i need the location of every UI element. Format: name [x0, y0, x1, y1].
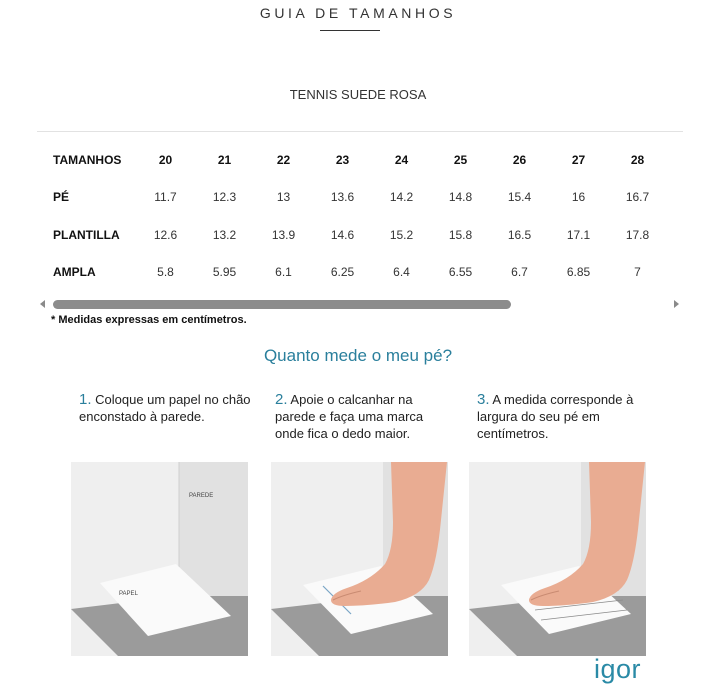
table-cell: 12.3: [212, 190, 237, 205]
table-cell: 13.2: [212, 227, 237, 242]
table-cell: 12.6: [153, 227, 178, 242]
table-cell: 6.7: [511, 265, 528, 280]
size-cell: 25: [453, 152, 468, 167]
table-cell: 13.6: [330, 190, 355, 205]
step-number: 2.: [275, 391, 288, 408]
size-table: [37, 141, 667, 291]
title-underline: [320, 30, 380, 31]
illustration-paper-on-floor: [71, 462, 248, 656]
step-number: 1.: [79, 391, 92, 408]
table-cell: 13: [276, 190, 291, 205]
table-cell: 13.9: [271, 227, 296, 242]
size-cell: 23: [335, 152, 350, 167]
table-cell: 11.7: [154, 190, 177, 205]
table-divider: [37, 131, 683, 132]
table-cell: 14.2: [389, 190, 414, 205]
size-cell: 28: [630, 152, 645, 167]
size-cell: 22: [276, 152, 291, 167]
row-label: TAMANHOS: [53, 152, 122, 167]
size-cell: 20: [158, 152, 173, 167]
table-row-ampla: [37, 254, 667, 292]
brand-logo: igor: [594, 654, 642, 684]
table-cell: 5.95: [212, 265, 237, 280]
table-row-tamanhos: [37, 141, 667, 179]
measurement-note: * Medidas expressas em centímetros.: [51, 314, 247, 326]
table-cell: 17.8: [625, 227, 650, 242]
page-title: GUIA DE TAMANHOS: [259, 5, 457, 21]
step-text: Coloque um papel no chão enconstado à parede.: [79, 392, 251, 424]
table-cell: 6.1: [275, 265, 292, 280]
illustration-foot-mark: [271, 462, 448, 656]
table-cell: 6.4: [393, 265, 410, 280]
table-cell: 16.7: [625, 190, 650, 205]
table-cell: 16.5: [507, 227, 532, 242]
scrollbar-thumb[interactable]: [53, 300, 511, 309]
step-2: [275, 391, 455, 442]
row-label: AMPLA: [53, 265, 96, 280]
size-cell: 27: [571, 152, 586, 167]
paper-label: PAPEL: [119, 591, 138, 597]
table-cell: 6.55: [448, 265, 473, 280]
row-label: PÉ: [53, 190, 70, 205]
step-number: 3.: [477, 391, 490, 408]
row-label: PLANTILLA: [53, 227, 120, 242]
table-cell: 6.25: [330, 265, 355, 280]
table-row-pe: [37, 179, 667, 217]
step-text: A medida corresponde à largura do seu pé em centímetros.: [477, 392, 634, 441]
size-cell: 24: [394, 152, 409, 167]
table-cell: 14.6: [330, 227, 355, 242]
scroll-right-arrow-icon[interactable]: [674, 300, 679, 308]
table-row-plantilla: [37, 216, 667, 254]
step-text: Apoie o calcanhar na parede e faça uma marca onde fica o dedo maior.: [275, 392, 424, 441]
scroll-left-arrow-icon[interactable]: [40, 300, 45, 308]
size-cell: 26: [512, 152, 527, 167]
table-cell: 15.4: [507, 190, 532, 205]
table-cell: 6.85: [566, 265, 591, 280]
product-name: TENNIS SUEDE ROSA: [289, 87, 427, 102]
table-cell: 17.1: [566, 227, 591, 242]
table-cell: 7: [634, 265, 641, 280]
howto-title: Quanto mede o meu pé?: [263, 346, 453, 365]
table-cell: 5.8: [157, 265, 174, 280]
step-1: [79, 391, 254, 425]
wall-label: PAREDE: [189, 493, 214, 499]
step-3: [477, 391, 657, 442]
table-cell: 16: [571, 190, 586, 205]
table-cell: 14.8: [448, 190, 473, 205]
illustration-measure-foot: [469, 462, 646, 656]
table-cell: 15.8: [448, 227, 473, 242]
table-cell: 15.2: [389, 227, 414, 242]
size-cell: 21: [217, 152, 232, 167]
